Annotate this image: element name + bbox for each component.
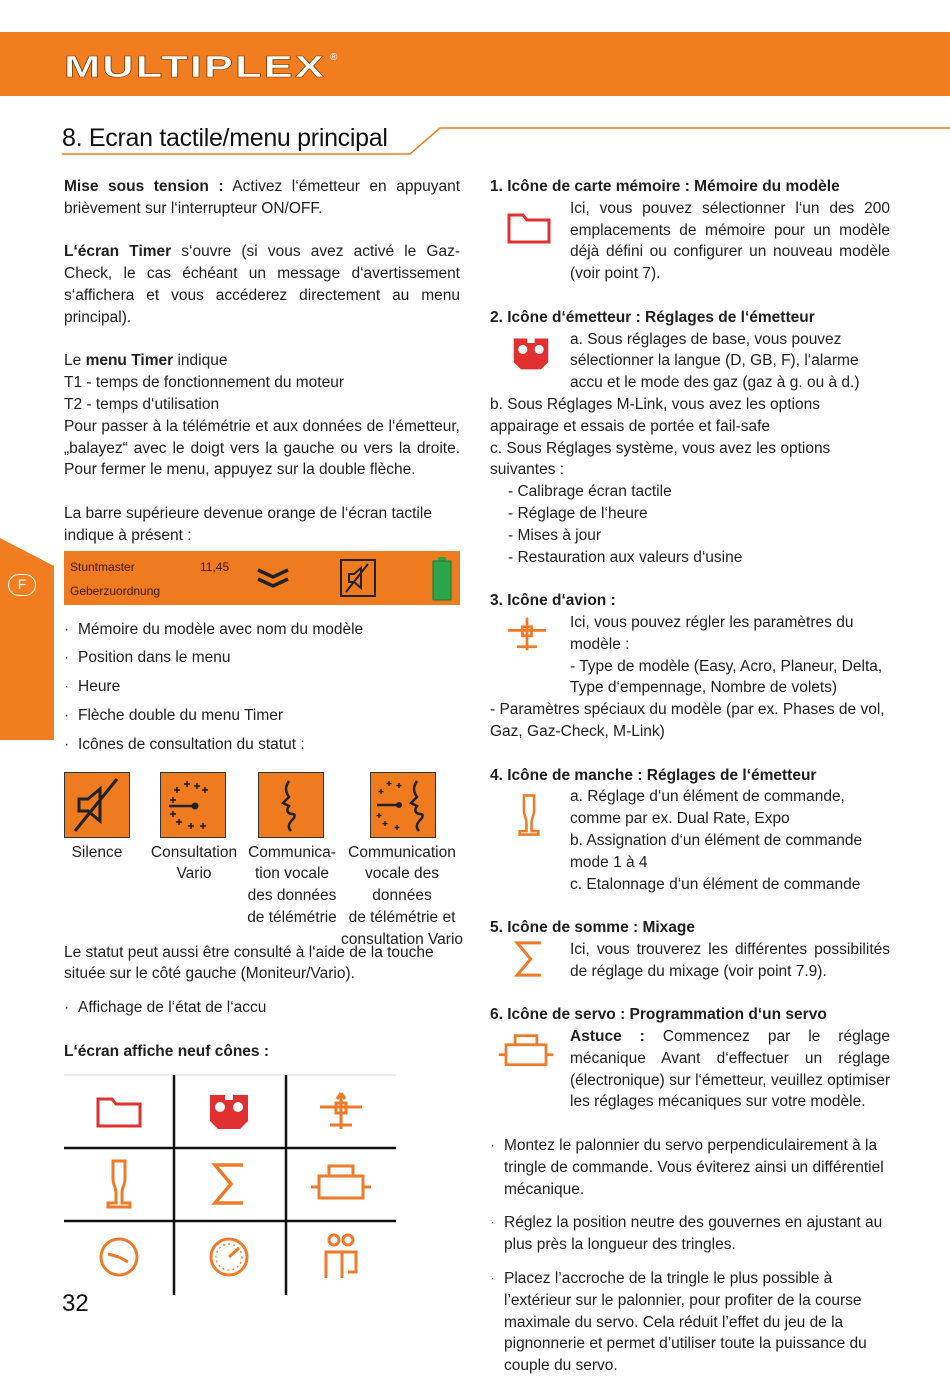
list-item: - Réglage de l‘heure — [508, 504, 648, 522]
list-item: · Position dans le menu — [64, 647, 460, 669]
section-servo — [490, 1004, 890, 1113]
section-text: b. Sous Réglages M-Link, vous avez les options appairage et essais de portée et fail-safe — [490, 395, 820, 435]
list-item: - Paramètres spéciaux du modèle (par ex. Phases de vol, Gaz, Gaz-Check, M-Link) — [490, 701, 885, 740]
list-item: · Icônes de consultation du statut : — [64, 734, 460, 756]
paragraph-timer-menu: Le menu Timer indique T1 - temps de fonctionnement du moteur T2 - temps d‘utilisation Pour passer à la télémétrie et aux données de l‘émetteur, „balayez“ avec le doigt vers la gauche ou vers la droite. Pour fermer le menu, appuyez sur la double flèche. — [64, 350, 460, 481]
section-title: 4. Icône de manche : Réglages de l‘émetteur — [490, 766, 817, 784]
section-title: 6. Icône de servo : Programmation d‘un servo — [490, 1006, 827, 1024]
list-item: · Montez le palonnier du servo perpendiculairement à la tringle de commande. Vous éviterez ainsi un différentiel mécanique. — [490, 1135, 890, 1200]
mute-icon — [340, 559, 376, 597]
airplane-icon — [286, 1075, 396, 1148]
status-label-silence: Silence — [71, 843, 123, 861]
sigma-icon — [512, 937, 546, 981]
language-side-tab — [0, 538, 54, 740]
section-transmitter — [490, 307, 890, 569]
double-chevron-icon — [256, 567, 290, 589]
sigma-icon — [174, 1148, 284, 1221]
list-item: · Affichage de l‘état de l‘accu — [64, 997, 460, 1019]
status-bar-screenshot — [64, 551, 460, 605]
list-item: - Restauration aux valeurs d‘usine — [508, 548, 743, 566]
section-text: Ici, vous pouvez régler les paramètres du modèle : — [570, 613, 854, 653]
section-title: 2. Icône d‘émetteur : Réglages de l‘émetteur — [490, 308, 815, 326]
section-airplane — [490, 590, 890, 743]
voice-vario-icon — [370, 772, 436, 838]
section-text: a. Réglage d‘un élément de commande, comme par ex. Dual Rate, Expo — [570, 788, 845, 828]
section-stick — [490, 765, 890, 896]
left-column — [64, 176, 464, 1295]
list-item: - Type de modèle (Easy, Acro, Planeur, Delta, Type d‘empennage, Nombre de volets) — [570, 657, 883, 697]
status-icons-row — [64, 772, 464, 948]
paragraph-nine-icons: L‘écran affiche neuf cônes : — [64, 1042, 269, 1060]
timer-t2: T2 - temps d‘utilisation — [64, 395, 220, 413]
side-tab-label: F — [8, 574, 36, 596]
transmitter-icon — [174, 1075, 284, 1148]
airplane-icon — [500, 614, 554, 654]
section-text: a. Sous réglages de base, vous pouvez sélectionner la langue (D, GB, F), l‘alarme accu et le mode des gaz (gaz à g. ou à d.) — [570, 330, 860, 392]
section-sigma — [490, 917, 890, 982]
battery-icon — [432, 557, 452, 601]
multiplex-logo — [62, 48, 342, 84]
list-item: · Placez l’accroche de la tringle le plus possible à l’extérieur sur le palonnier, pour profiter de la course maximale du servo. Cela réduit l’effet du jeu de la pignonnerie et permet d’utiliser toute la puissance du couple du servo. — [490, 1268, 890, 1377]
timer-t1: T1 - temps de fonctionnement du moteur — [64, 374, 345, 392]
status-label-voice-vario: Communication vocale des données de télémétrie et consultation Vario — [340, 843, 464, 948]
list-item: · Réglez la position neutre des gouvernes en ajustant au plus près la longueur des tringles. — [490, 1212, 890, 1256]
servo-icon — [286, 1148, 396, 1221]
paragraph-timer-screen: L‘écran Timer s‘ouvre (si vous avez activé le Gaz-Check, le cas échéant un message d‘avertissement s‘affichera et vous accéderez directement au menu principal). — [64, 243, 460, 326]
section-memory — [490, 176, 890, 285]
logo-text: MULTIPLEX — [64, 49, 326, 84]
section-title: 1. Icône de carte mémoire : Mémoire du modèle — [490, 178, 840, 195]
users-icon — [286, 1221, 396, 1294]
section-text: Astuce : Commencez par le réglage mécanique Avant d‘effectuer un réglage (électronique) sur l‘émetteur, veuillez optimiser les réglages mécaniques sur votre modèle. — [570, 1028, 890, 1111]
transmitter-icon — [508, 333, 554, 373]
section-text: Ici, vous trouverez les différentes possibilités de réglage du mixage (voir point 7.9). — [570, 940, 890, 980]
section-text: b. Assignation d‘un élément de commande mode 1 à 4 — [570, 831, 863, 871]
gauge-icon — [174, 1221, 284, 1294]
page-number: 32 — [62, 1290, 89, 1317]
section-text: c. Etalonnage d‘un élément de commande — [570, 875, 861, 893]
list-item: · Heure — [64, 676, 460, 698]
paragraph-top-bar: La barre supérieure devenue orange de l‘écran tactile indique à présent : — [64, 504, 432, 544]
mute-icon — [64, 772, 130, 838]
status-label-vario: Consultation Vario — [150, 843, 238, 883]
page-title: 8. Ecran tactile/menu principal — [62, 124, 388, 152]
list-item: · Mémoire du modèle avec nom du modèle — [64, 619, 460, 641]
list-item: - Calibrage écran tactile — [508, 483, 672, 501]
status-model-name: Stuntmaster — [70, 559, 135, 574]
paragraph-power-on: Mise sous tension : Activez l‘émetteur en appuyant brièvement sur l‘interrupteur ON/OFF. — [64, 178, 460, 217]
folder-icon — [64, 1075, 174, 1148]
stick-icon — [64, 1148, 174, 1221]
folder-icon — [506, 210, 552, 246]
main-menu-icon-grid — [64, 1075, 396, 1295]
servo-icon — [494, 1032, 558, 1072]
section-title: 5. Icône de somme : Mixage — [490, 919, 696, 937]
status-label-voice: Communica- tion vocale des données de télémétrie — [247, 843, 337, 926]
status-time: 11,45 — [200, 559, 230, 574]
right-column — [490, 176, 890, 1384]
vario-icon — [160, 772, 226, 838]
paragraph-status-key: Le statut peut aussi être consulté à l‘aide de la touche située sur le côté gauche (Moniteur/Vario). — [64, 943, 434, 983]
registered-mark: ® — [330, 52, 338, 63]
section-title: 3. Icône d‘avion : — [490, 592, 616, 610]
stick-icon — [512, 789, 546, 841]
status-menu-position: Geberzuordnung — [70, 583, 161, 598]
list-item: · Flèche double du menu Timer — [64, 705, 460, 727]
list-item: - Mises à jour — [508, 526, 602, 544]
section-text: Ici, vous pouvez sélectionner l‘un des 200 emplacements de mémoire pour un modèle déjà défini ou configurer un nouveau modèle (voir point 7). — [570, 199, 890, 283]
voice-icon — [258, 772, 324, 838]
section-text: c. Sous Réglages système, vous avez les options suivantes : — [490, 439, 831, 479]
timer-swipe-text: Pour passer à la télémétrie et aux données de l‘émetteur, „balayez“ avec le doigt vers la gauche ou vers la droite. Pour fermer le menu, appuyez sur la double flèche. — [64, 417, 460, 479]
clock-icon — [64, 1221, 174, 1294]
